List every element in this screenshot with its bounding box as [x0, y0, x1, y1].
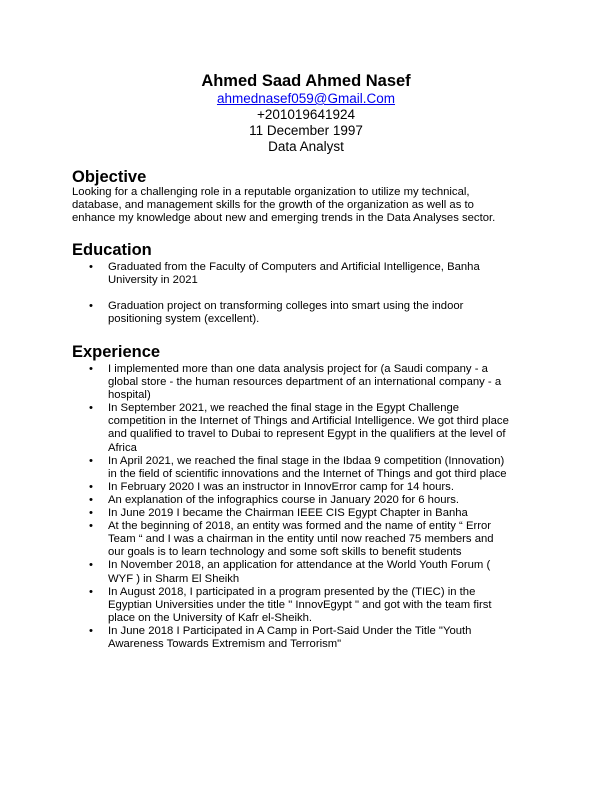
bullet-icon: • [89, 624, 93, 637]
education-list [72, 261, 542, 326]
bullet-icon: • [89, 559, 93, 572]
list-item: • An explanation of the infographics course in January 2020 for 6 hours. [89, 493, 460, 506]
list-item: • Graduated from the Faculty of Computers and Artificial Intelligence, Banha University in 2021 [89, 261, 480, 287]
bullet-icon: • [89, 493, 93, 506]
list-item: • Graduation project on transforming colleges into smart using the indoor positioning system (excellent). [89, 300, 464, 326]
birth-date: 11 December 1997 [249, 123, 363, 138]
job-title: Data Analyst [268, 139, 344, 154]
bullet-icon: • [89, 261, 93, 273]
list-item: • In June 2019 I became the Chairman IEEE CIS Egypt Chapter in Banha [89, 507, 468, 520]
bullet-icon: • [89, 402, 93, 415]
list-item: • At the beginning of 2018, an entity was formed and the name of entity “ Error Team “ and I was a chairman in the entity until now reached 75 members and our goals is to learn technology and some soft skills to benefit students [89, 520, 494, 559]
email-link[interactable]: ahmednasef059@Gmail.Com [216, 91, 396, 106]
candidate-name: Ahmed Saad Ahmed Nasef [201, 72, 411, 90]
experience-list [72, 363, 542, 651]
experience-heading: Experience [72, 343, 161, 361]
bullet-icon: • [89, 454, 93, 467]
list-item: • In April 2021, we reached the final stage in the Ibdaa 9 competition (Innovation) in the field of scientific innovations and the Internet of Things and got third place [89, 454, 507, 480]
bullet-icon: • [89, 480, 93, 493]
bullet-icon: • [89, 585, 93, 598]
education-heading: Education [72, 241, 152, 259]
bullet-icon: • [89, 507, 93, 520]
list-item: • In February 2020 I was an instructor in InnovError camp for 14 hours. [89, 480, 454, 493]
bullet-icon: • [89, 520, 93, 533]
list-item: • I implemented more than one data analysis project for (a Saudi company - a global store - the human resources department of an international company - a hospital) [89, 363, 502, 402]
list-item: • In November 2018, an application for attendance at the World Youth Forum ( WYF ) in Sharm El Sheikh [89, 559, 491, 585]
objective-text: Looking for a challenging role in a reputable organization to utilize my technical, database, and management skills for the growth of the organization as well as to enhance my knowledge about new and emerging trends in the Data Analyses sector. [72, 186, 496, 225]
list-item: • In June 2018 I Participated in A Camp in Port-Said Under the Title "Youth Awareness Towards Extremism and Terrorism" [89, 624, 472, 650]
phone-number: +201019641924 [257, 107, 355, 122]
list-item: • In September 2021, we reached the final stage in the Egypt Challenge competition in the Internet of Things and Artificial Intelligence. We got third place and qualified to travel to Dubai to represent Egypt in the qualifiers at the level of Africa [89, 402, 509, 454]
bullet-icon: • [89, 300, 93, 313]
resume-header [0, 71, 612, 155]
objective-heading: Objective [72, 168, 147, 186]
list-item: • In August 2018, I participated in a program presented by the (TIEC) in the Egyptian Universities under the title " InnovEgypt " and got with the team first place on the University of Kafr el-Sheikh. [89, 585, 492, 624]
bullet-icon: • [89, 363, 93, 375]
